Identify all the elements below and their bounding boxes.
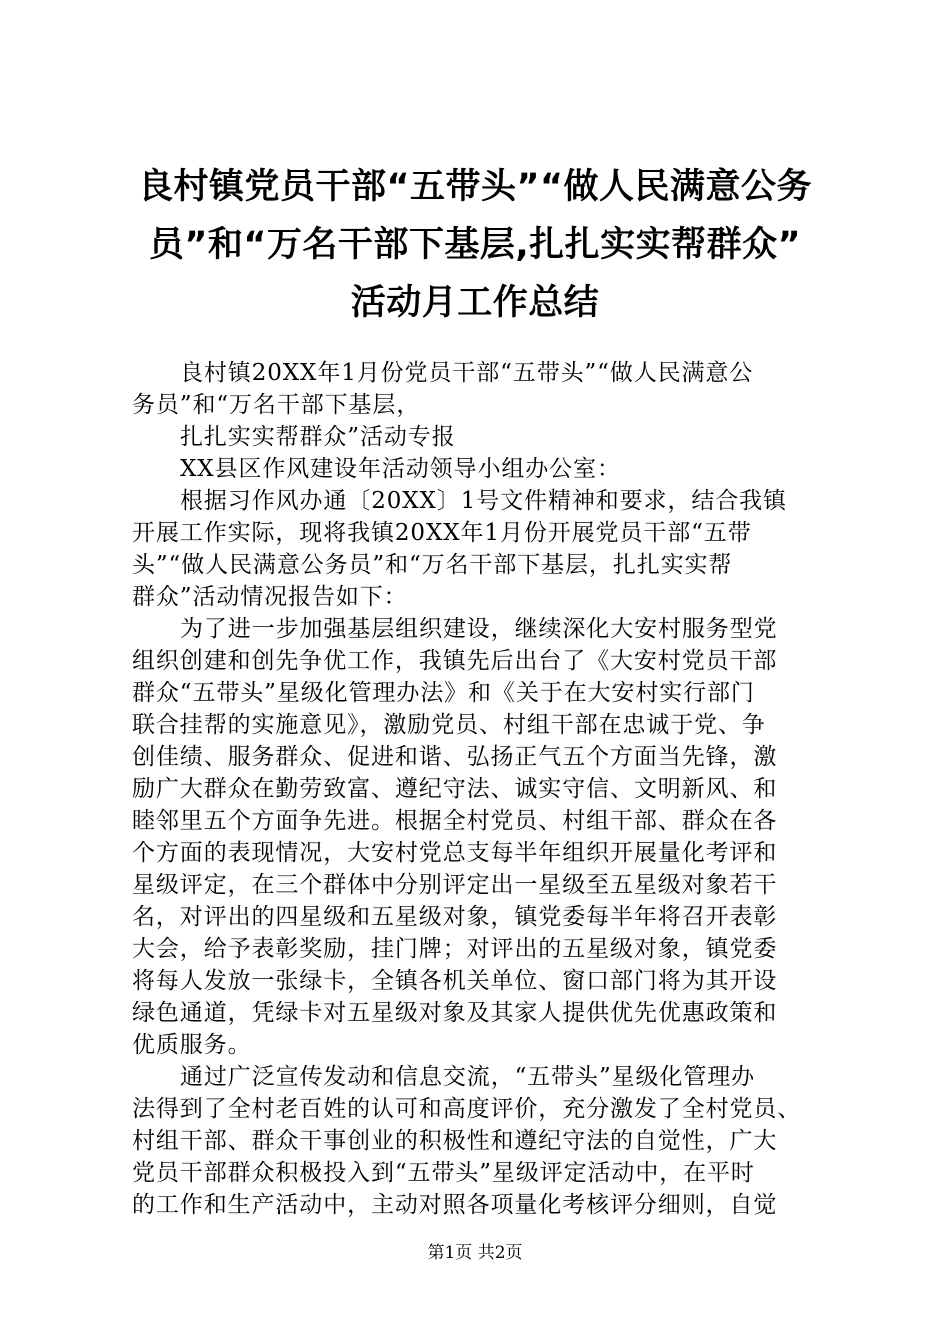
paragraph-line: 群众”活动情况报告如下： — [132, 584, 408, 610]
paragraph-line: 为了进一步加强基层组织建设，继续深化大安村服务型党 — [180, 616, 778, 642]
paragraph-line: 的工作和生产活动中，主动对照各项量化考核评分细则，自觉 — [132, 1192, 778, 1218]
title-line: 活动月工作总结 — [350, 283, 600, 323]
paragraph — [132, 485, 832, 613]
page-footer: 第1页 共2页 — [427, 1243, 523, 1263]
paragraph-line: 村组干部、群众干事创业的积极性和遵纪守法的自觉性，广大 — [132, 1128, 778, 1154]
paragraph-line: 扎扎实实帮群众”活动专报 — [180, 424, 456, 450]
paragraph-line: 星级评定，在三个群体中分别评定出一星级至五星级对象若干 — [132, 872, 778, 898]
paragraph-line: 组织创建和创先争优工作，我镇先后出台了《大安村党员干部 — [132, 648, 778, 674]
paragraph-line: 名，对评出的四星级和五星级对象，镇党委每半年将召开表彰 — [132, 904, 778, 930]
paragraph-line: 联合挂帮的实施意见》，激励党员、村组干部在忠诚于党、争 — [132, 712, 766, 738]
paragraph — [132, 613, 832, 1061]
paragraph-line: 头”“做人民满意公务员”和“万名干部下基层，扎扎实实帮 — [132, 552, 733, 578]
paragraph-line: 绿色通道，凭绿卡对五星级对象及其家人提供优先优惠政策和 — [132, 1000, 778, 1026]
paragraph-line: 大会，给予表彰奖励，挂门牌；对评出的五星级对象，镇党委 — [132, 936, 778, 962]
paragraph-line: 法得到了全村老百姓的认可和高度评价，充分激发了全村党员、 — [132, 1096, 802, 1122]
paragraph — [132, 357, 832, 421]
document-title — [120, 158, 830, 332]
paragraph-line: 根据习作风办通〔20XX〕1号文件精神和要求，结合我镇 — [180, 488, 787, 514]
paragraph-line: 开展工作实际，现将我镇20XX年1月份开展党员干部“五带 — [132, 520, 752, 546]
paragraph — [132, 1061, 832, 1221]
paragraph-line: 个方面的表现情况，大安村党总支每半年组织开展量化考评和 — [132, 840, 778, 866]
paragraph — [132, 421, 832, 453]
paragraph-line: 优质服务。 — [132, 1032, 252, 1058]
paragraph-line: XX县区作风建设年活动领导小组办公室： — [180, 456, 621, 482]
paragraph-line: 党员干部群众积极投入到“五带头”星级评定活动中，在平时 — [132, 1160, 755, 1186]
document-body — [132, 357, 832, 1221]
paragraph — [132, 453, 832, 485]
paragraph-line: 务员”和“万名干部下基层， — [132, 392, 421, 418]
title-line: 员”和“万名干部下基层,扎扎实实帮群众” — [148, 225, 802, 265]
paragraph-line: 将每人发放一张绿卡，全镇各机关单位、窗口部门将为其开设 — [132, 968, 778, 994]
paragraph-line: 通过广泛宣传发动和信息交流，“五带头”星级化管理办 — [180, 1064, 756, 1090]
paragraph-line: 睦邻里五个方面争先进。根据全村党员、村组干部、群众在各 — [132, 808, 778, 834]
paragraph-line: 群众“五带头”星级化管理办法》和《关于在大安村实行部门 — [132, 680, 755, 706]
paragraph-line: 励广大群众在勤劳致富、遵纪守法、诚实守信、文明新风、和 — [132, 776, 778, 802]
paragraph-line: 创佳绩、服务群众、促进和谐、弘扬正气五个方面当先锋，激 — [132, 744, 778, 770]
title-line: 良村镇党员干部“五带头”“做人民满意公务 — [137, 167, 812, 207]
paragraph-line: 良村镇20XX年1月份党员干部“五带头”“做人民满意公 — [180, 360, 754, 386]
